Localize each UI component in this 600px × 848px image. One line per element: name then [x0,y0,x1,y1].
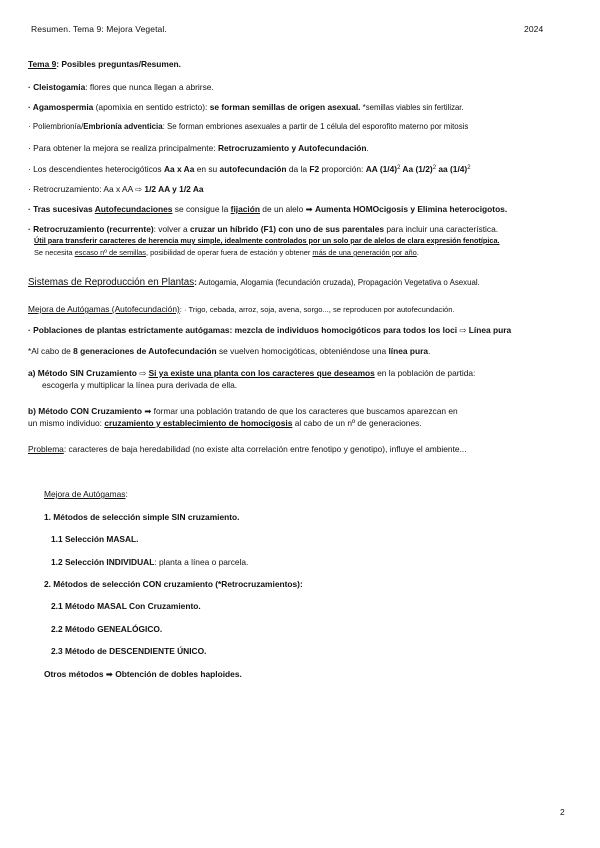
outline-item-2: 2. Métodos de selección CON cruzamiento (*Retrocruzamientos): [44,579,303,589]
header-title: Resumen. Tema 9: Mejora Vegetal. [31,24,167,34]
section-title: Tema 9: Posibles preguntas/Resumen. [28,59,181,69]
outline-otros: Otros métodos ➡ Obtención de dobles haploides. [44,669,242,679]
item-poblaciones: · Poblaciones de plantas estrictamente autógamas: mezcla de individuos homocigóticos para todos los loci ⇨ Línea pura [28,325,512,335]
item-retrocruzamiento: · Retrocruzamiento: Aa x AA ⇨ 1/2 AA y 1/2 Aa [28,184,204,194]
item-cabo: *Al cabo de 8 generaciones de Autofecundación se vuelven homocigóticas, obteniéndose una línea pura. [28,346,431,356]
mejora-autogamas-line: Mejora de Autógamas (Autofecundación): · Trigo, cebada, arroz, soja, avena, sorgo..., se reproducen por autofecundación. [28,304,455,314]
item-autofecundaciones: · Tras sucesivas Autofecundaciones se consigue la fijación de un alelo ➡ Aumenta HOMOcigosis y Elimina heterocigotos. [28,204,508,214]
sistemas-reproduccion: Sistemas de Reproducción en Plantas: Autogamia, Alogamia (fecundación cruzada), Propagación Vegetativa o Asexual. [28,277,480,288]
outline-heading: Mejora de Autógamas: [44,489,128,499]
item-heterocigoticos: · Los descendientes heterocigóticos Aa x Aa en su autofecundación da la F2 proporción: AA $(1/4)^2$ Aa $(1/2)^2$ aa $(1/4)^2$ [28,164,471,174]
item-agamospermia: · Agamospermia (apomixia en sentido estricto): se forman semillas de origen asexual. *semillas viables sin fertilizar. [28,102,464,112]
item-retro-recurrente: · Retrocruzamiento (recurrente): volver a cruzar un híbrido (F1) con uno de sus parentales para incluir una característica. Útil para transferir caracteres de herencia muy simple, idealmente controlados por un solo par de alelos de clara expresión fenotípica. Se necesita escaso nº de semillas, posibilidad de operar fuera de estación y obtener más de una generación por año. [28,224,500,257]
outline-item-2-3: 2.3 Método de DESCENDIENTE ÚNICO. [51,646,207,656]
item-poliembrionia: · Poliembrionía/Embrionía adventicia: Se forman embriones asexuales a partir de 1 célula del esporofito materno por mitosis [28,122,469,131]
item-metodo-sin: a) Método SIN Cruzamiento ⇨ Si ya existe una planta con los caracteres que deseamos en la población de partida: escogerla y multiplicar la línea pura derivada de ella. [28,368,476,390]
item-mejora: · Para obtener la mejora se realiza principalmente: Retrocruzamiento y Autofecundación. [28,143,369,153]
outline-item-1: 1. Métodos de selección simple SIN cruzamiento. [44,512,240,522]
outline-item-1-2: 1.2 Selección INDIVIDUAL: planta a línea o parcela. [51,557,249,567]
outline-item-1-1: 1.1 Selección MASAL. [51,534,139,544]
item-problema: Problema: caracteres de baja heredabilidad (no existe alta correlación entre fenotipo y genotipo), influye el ambiente... [28,444,467,454]
header-year: 2024 [524,24,544,34]
page-number: 2 [560,807,565,817]
item-cleistogamia: · Cleistogamia: flores que nunca llegan a abrirse. [28,82,214,92]
outline-item-2-1: 2.1 Método MASAL Con Cruzamiento. [51,601,201,611]
outline-item-2-2: 2.2 Método GENEALÓGICO. [51,624,163,634]
item-metodo-con: b) Método CON Cruzamiento ➡ formar una población tratando de que los caracteres que buscamos aparezcan en un mismo individuo: cruzamiento y establecimiento de homocigosis al cabo de un nº de generaciones. [28,406,458,428]
